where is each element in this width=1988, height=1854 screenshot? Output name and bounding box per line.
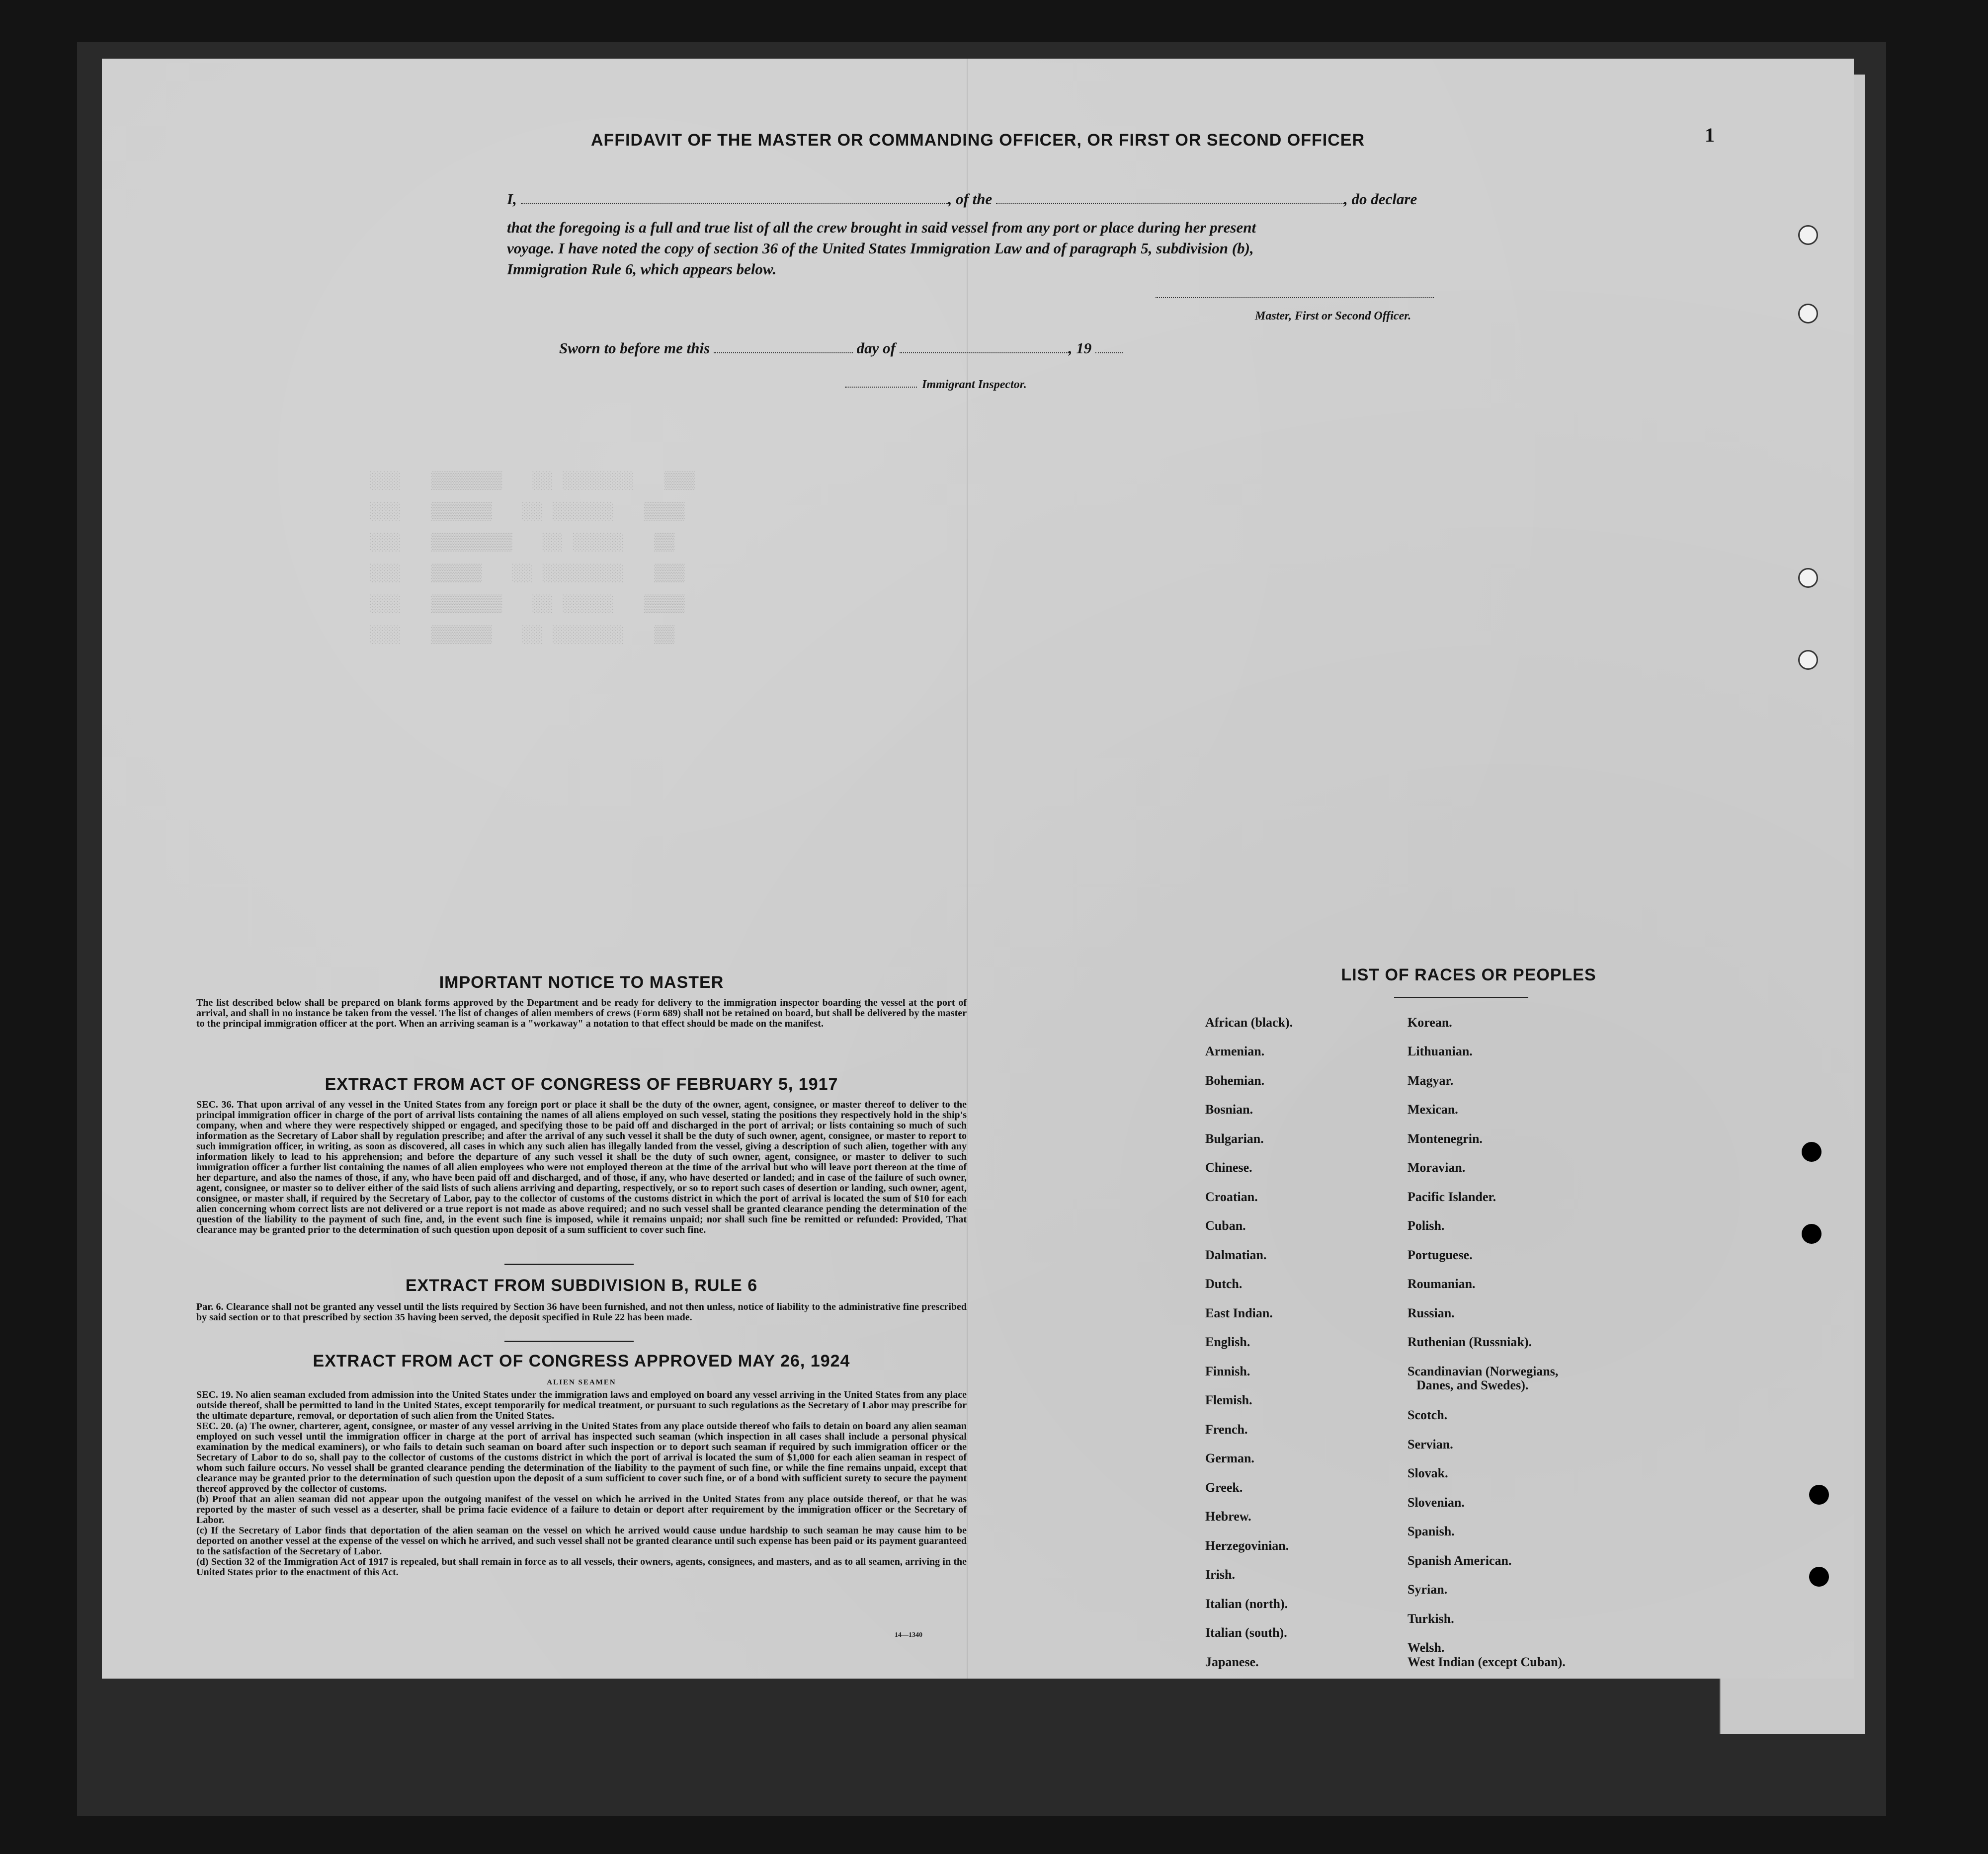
inspector-signature-label: Immigrant Inspector. [922, 378, 1027, 391]
race-item: African (black). [1205, 1015, 1293, 1030]
race-item: Moravian. [1408, 1160, 1466, 1175]
affidavit-line-3: voyage. I have noted the copy of section 36 of the United States Immigration Law and of paragraph 5, subdivision (b), [507, 240, 1254, 257]
section-divider [504, 1264, 634, 1265]
race-item: Irish. [1205, 1567, 1235, 1582]
race-item: Spanish American. [1408, 1553, 1512, 1568]
extract-1917-text: SEC. 36. That upon arrival of any vessel in the United States from any foreign port or place it shall be the duty of the owner, agent, consignee, or master thereof to deliver to the principal immigration officer in charge of the port of arrival lists containing the names of all aliens employed on such vessel, stating the positions they respectively hold in the ship's company, when and where they were respectively shipped or engaged, and specifying those to be paid off and discharged in the port of arrival; or lists containing so much of such information as the Secretary of Labor shall by regulation prescribe; and after the arrival of any such vessel it shall be the duty of such owner, agent, consignee, or master to report to such immigration officer, in writing, as soon as discovered, all cases in which any such alien has illegally landed from the vessel, giving a description of such alien, together with any information likely to lead to his apprehension; and before the departure of any such vessel it shall be the duty of such owner, agent, consignee, or master to deliver to such immigration officer a further list containing the names of all alien employees who were not employed thereon at the time of the arrival but who will leave port thereon at the time of her departure, and also the names of those, if any, who have been paid off and discharged, and of those, if any, who have deserted or landed; and in case of the failure of such owner, agent, consignee, or master so to deliver either of the said lists of such aliens arriving and departing, respectively, or so to report such cases of desertion or landing, such owner, agent, consignee, or master shall, if required by the Secretary of Labor, pay to the collector of customs of the customs district in which the port of arrival is located the sum of $10 for each alien concerning whom correct lists are not delivered or a true report is not made as above required; and no such vessel shall be granted clearance pending the determination of the question of the liability to the payment of such fine, and, in the event such fine is imposed, while it remains unpaid; nor shall such fine be remitted or refunded: Provided, That clearance may be granted prior to the determination of such question upon deposit of a sum sufficient to cover such fine. [196, 1099, 967, 1235]
affidavit-line-2: that the foregoing is a full and true list of all the crew brought in said vessel from any port or place during her present [507, 219, 1256, 236]
inspector-signature-line[interactable] [845, 387, 917, 388]
year-prefix: , 19 [1068, 339, 1092, 357]
sec-20c: (c) If the Secretary of Labor finds that deportation of the alien seaman on the vessel on which he arrived would cause undue hardship to such seaman he may cause him to be deported on another vessel at the expense of the vessel on which he arrived, and such vessel shall not be granted clearance until such expense has been paid or its payment guaranteed to the satisfaction of the Secretary of Labor. [196, 1525, 967, 1557]
race-item: Italian (north). [1205, 1597, 1288, 1611]
race-item: English. [1205, 1335, 1250, 1349]
sworn-day-blank[interactable] [714, 341, 853, 353]
sworn-label: Sworn to before me this [559, 339, 710, 357]
race-item: Roumanian. [1408, 1277, 1476, 1291]
race-item: Bosnian. [1205, 1102, 1253, 1117]
race-item: Turkish. [1408, 1612, 1454, 1626]
binder-hole-icon [1809, 1485, 1829, 1505]
race-item: Welsh. [1408, 1640, 1445, 1655]
bleed-through-texture: ░░░ ▒▒▒▒▒▒▒ ░░ ░░░░░░░ ▒▒▒ ░░░ ▒▒▒▒▒▒ ░░ ░░░░░░ ▒▒▒▒ ░░░ ▒▒▒▒▒▒▒▒ ░░ ░░░░░ ▒▒ ░░░ ▒▒▒▒▒ ░░ ░░░░░░░░ ▒▒▒ ░░░ ▒▒▒▒▒▒▒ ░░ ░░░░░ ▒▒▒▒ ░░░ ▒▒▒▒▒▒ ░░ ░░░░░░░ ▒▒ [370, 472, 695, 645]
master-signature-line[interactable] [1156, 297, 1434, 298]
race-item: Montenegrin. [1408, 1131, 1483, 1146]
race-item: Dalmatian. [1205, 1248, 1267, 1262]
master-signature-label: Master, First or Second Officer. [1255, 310, 1411, 322]
notice-heading: IMPORTANT NOTICE TO MASTER [439, 973, 724, 992]
race-item: Magyar. [1408, 1073, 1454, 1088]
race-item: Slovenian. [1408, 1495, 1465, 1510]
race-item: Cuban. [1205, 1218, 1246, 1233]
section-divider [504, 1341, 634, 1342]
binder-hole-icon [1802, 1142, 1822, 1162]
race-item: Danes, and Swedes). [1416, 1378, 1529, 1392]
race-item: Hebrew. [1205, 1509, 1251, 1524]
sec-20d: (d) Section 32 of the Immigration Act of 1917 is repealed, but shall remain in force as to all vessels, their owners, agents, consignees, and masters, and as to all seamen, arriving in the United States prior to the enactment of this Act. [196, 1556, 967, 1578]
extract-rule6-text: Par. 6. Clearance shall not be granted any vessel until the lists required by Section 36 have been furnished, and not then unless, notice of liability to the administrative fine prescribed by said section or to that prescribed by section 35 having been served, the deposit specified in Rule 22 has been made. [196, 1301, 967, 1323]
race-item: Russian. [1408, 1306, 1455, 1320]
extract-rule6-heading: EXTRACT FROM SUBDIVISION B, RULE 6 [405, 1276, 758, 1295]
day-of-label: day of [856, 339, 896, 357]
binder-hole-icon [1802, 1224, 1822, 1244]
race-item: Herzegovinian. [1205, 1538, 1289, 1553]
race-item: East Indian. [1205, 1306, 1273, 1320]
extract-1924-text [196, 1375, 967, 1578]
affidavit-line-1 [507, 190, 1590, 208]
race-item: Bohemian. [1205, 1073, 1265, 1088]
binder-hole-icon [1798, 568, 1818, 588]
form-code: 14—1340 [895, 1631, 922, 1639]
race-item: Bulgarian. [1205, 1131, 1264, 1146]
sworn-line [559, 339, 1255, 357]
race-item: Chinese. [1205, 1160, 1252, 1175]
binder-hole-icon [1798, 304, 1818, 323]
race-item: Mexican. [1408, 1102, 1458, 1117]
race-item: Spanish. [1408, 1524, 1455, 1538]
race-item: Italian (south). [1205, 1625, 1287, 1640]
race-item: Scandinavian (Norwegians, [1408, 1364, 1559, 1378]
extract-1917-heading: EXTRACT FROM ACT OF CONGRESS OF FEBRUARY 5, 1917 [325, 1075, 838, 1094]
binder-hole-icon [1798, 650, 1818, 670]
races-heading-rule [1394, 997, 1528, 998]
alien-seamen-subheading: ALIEN SEAMEN [547, 1378, 616, 1386]
sec-20a: SEC. 20. (a) The owner, charterer, agent, consignee, or master of any vessel arriving in the United States from any place outside thereof who fails to detain on board any alien seaman employed on such vessel until the immigration officer in charge at the port of arrival has inspected such seaman (which inspection in all cases shall include a personal physical examination by the medical examiners), or who fails to detain such seaman on board after such inspection or to deport such seaman if required by such immigration officer or the Secretary of Labor to do so, shall pay to the collector of customs of the customs district in which the port of arrival is located the sum of $1,000 for each alien seaman in respect of whom such failure occurs. No vessel shall be granted clearance pending the determination of the liability to the payment of such fine, or while the fine remains unpaid, except that clearance may be granted prior to the determination of such question upon the deposit of a sum sufficient to cover such fine, or of a bond with sufficient surety to secure the payment thereof approved by the collector of customs. [196, 1421, 967, 1494]
affidavit-title: AFFIDAVIT OF THE MASTER OR COMMANDING OFFICER, OR FIRST OR SECOND OFFICER [591, 131, 1365, 150]
race-item: Scotch. [1408, 1408, 1448, 1422]
race-item: Lithuanian. [1408, 1044, 1473, 1058]
race-item: Korean. [1408, 1015, 1452, 1030]
sec-19: SEC. 19. No alien seaman excluded from admission into the United States under the immigration laws and employed on board any vessel arriving in the United States from any place outside thereof, shall be permitted to land in the United States, except temporarily for medical treatment, or pursuant to such regulations as the Secretary of Labor may prescribe for the ultimate departure, removal, or deportation of such alien from the United States. [196, 1389, 967, 1421]
page-number: 1 [1705, 124, 1715, 146]
sworn-year-blank[interactable] [1095, 341, 1123, 353]
race-item: Slovak. [1408, 1466, 1448, 1480]
binder-hole-icon [1809, 1567, 1829, 1587]
race-item: Greek. [1205, 1480, 1243, 1495]
affidavit-do-declare: , do declare [1344, 190, 1417, 208]
race-item: Croatian. [1205, 1190, 1258, 1204]
race-item: Japanese. [1205, 1655, 1259, 1669]
race-item: West Indian (except Cuban). [1408, 1655, 1566, 1669]
race-item: Ruthenian (Russniak). [1408, 1335, 1532, 1349]
sec-20b: (b) Proof that an alien seaman did not appear upon the outgoing manifest of the vessel on which he arrived in the United States from any place outside thereof, or that he was reported by the master of such vessel as a deserter, shall be prima facie evidence of a failure to detain or deport after requirement by the immigration officer or the Secretary of Labor. [196, 1494, 967, 1526]
document-page [102, 59, 1854, 1679]
race-item: Polish. [1408, 1218, 1445, 1233]
extract-1924-heading: EXTRACT FROM ACT OF CONGRESS APPROVED MAY 26, 1924 [313, 1352, 850, 1370]
race-item: Armenian. [1205, 1044, 1265, 1058]
vessel-name-blank[interactable] [996, 192, 1344, 204]
race-item: Pacific Islander. [1408, 1190, 1496, 1204]
master-name-blank[interactable] [521, 192, 948, 204]
race-item: Flemish. [1205, 1393, 1252, 1407]
race-item: Syrian. [1408, 1582, 1448, 1597]
affidavit-i: I, [507, 190, 517, 208]
affidavit-line-4: Immigration Rule 6, which appears below. [507, 260, 777, 278]
binder-hole-icon [1798, 225, 1818, 245]
notice-text: The list described below shall be prepared on blank forms approved by the Department and be ready for delivery to the immigration inspector boarding the vessel at the port of arrival, and shall in no instance be taken from the vessel. The list of changes of alien members of crews (Form 689) shall not be retained on board, but shall be delivered by the master to the principal immigration officer at the port. When an arriving seaman is a "workaway" a notation to that effect should be made on the manifest. [196, 997, 967, 1029]
race-item: German. [1205, 1451, 1254, 1465]
races-heading: LIST OF RACES OR PEOPLES [1341, 966, 1596, 984]
race-item: Finnish. [1205, 1364, 1250, 1378]
race-item: Dutch. [1205, 1277, 1242, 1291]
race-item: Servian. [1408, 1437, 1453, 1451]
race-item: French. [1205, 1422, 1248, 1437]
race-item: Portuguese. [1408, 1248, 1473, 1262]
sworn-month-blank[interactable] [900, 341, 1069, 353]
affidavit-of-the: , of the [948, 190, 993, 208]
fold-crease [967, 59, 968, 1679]
